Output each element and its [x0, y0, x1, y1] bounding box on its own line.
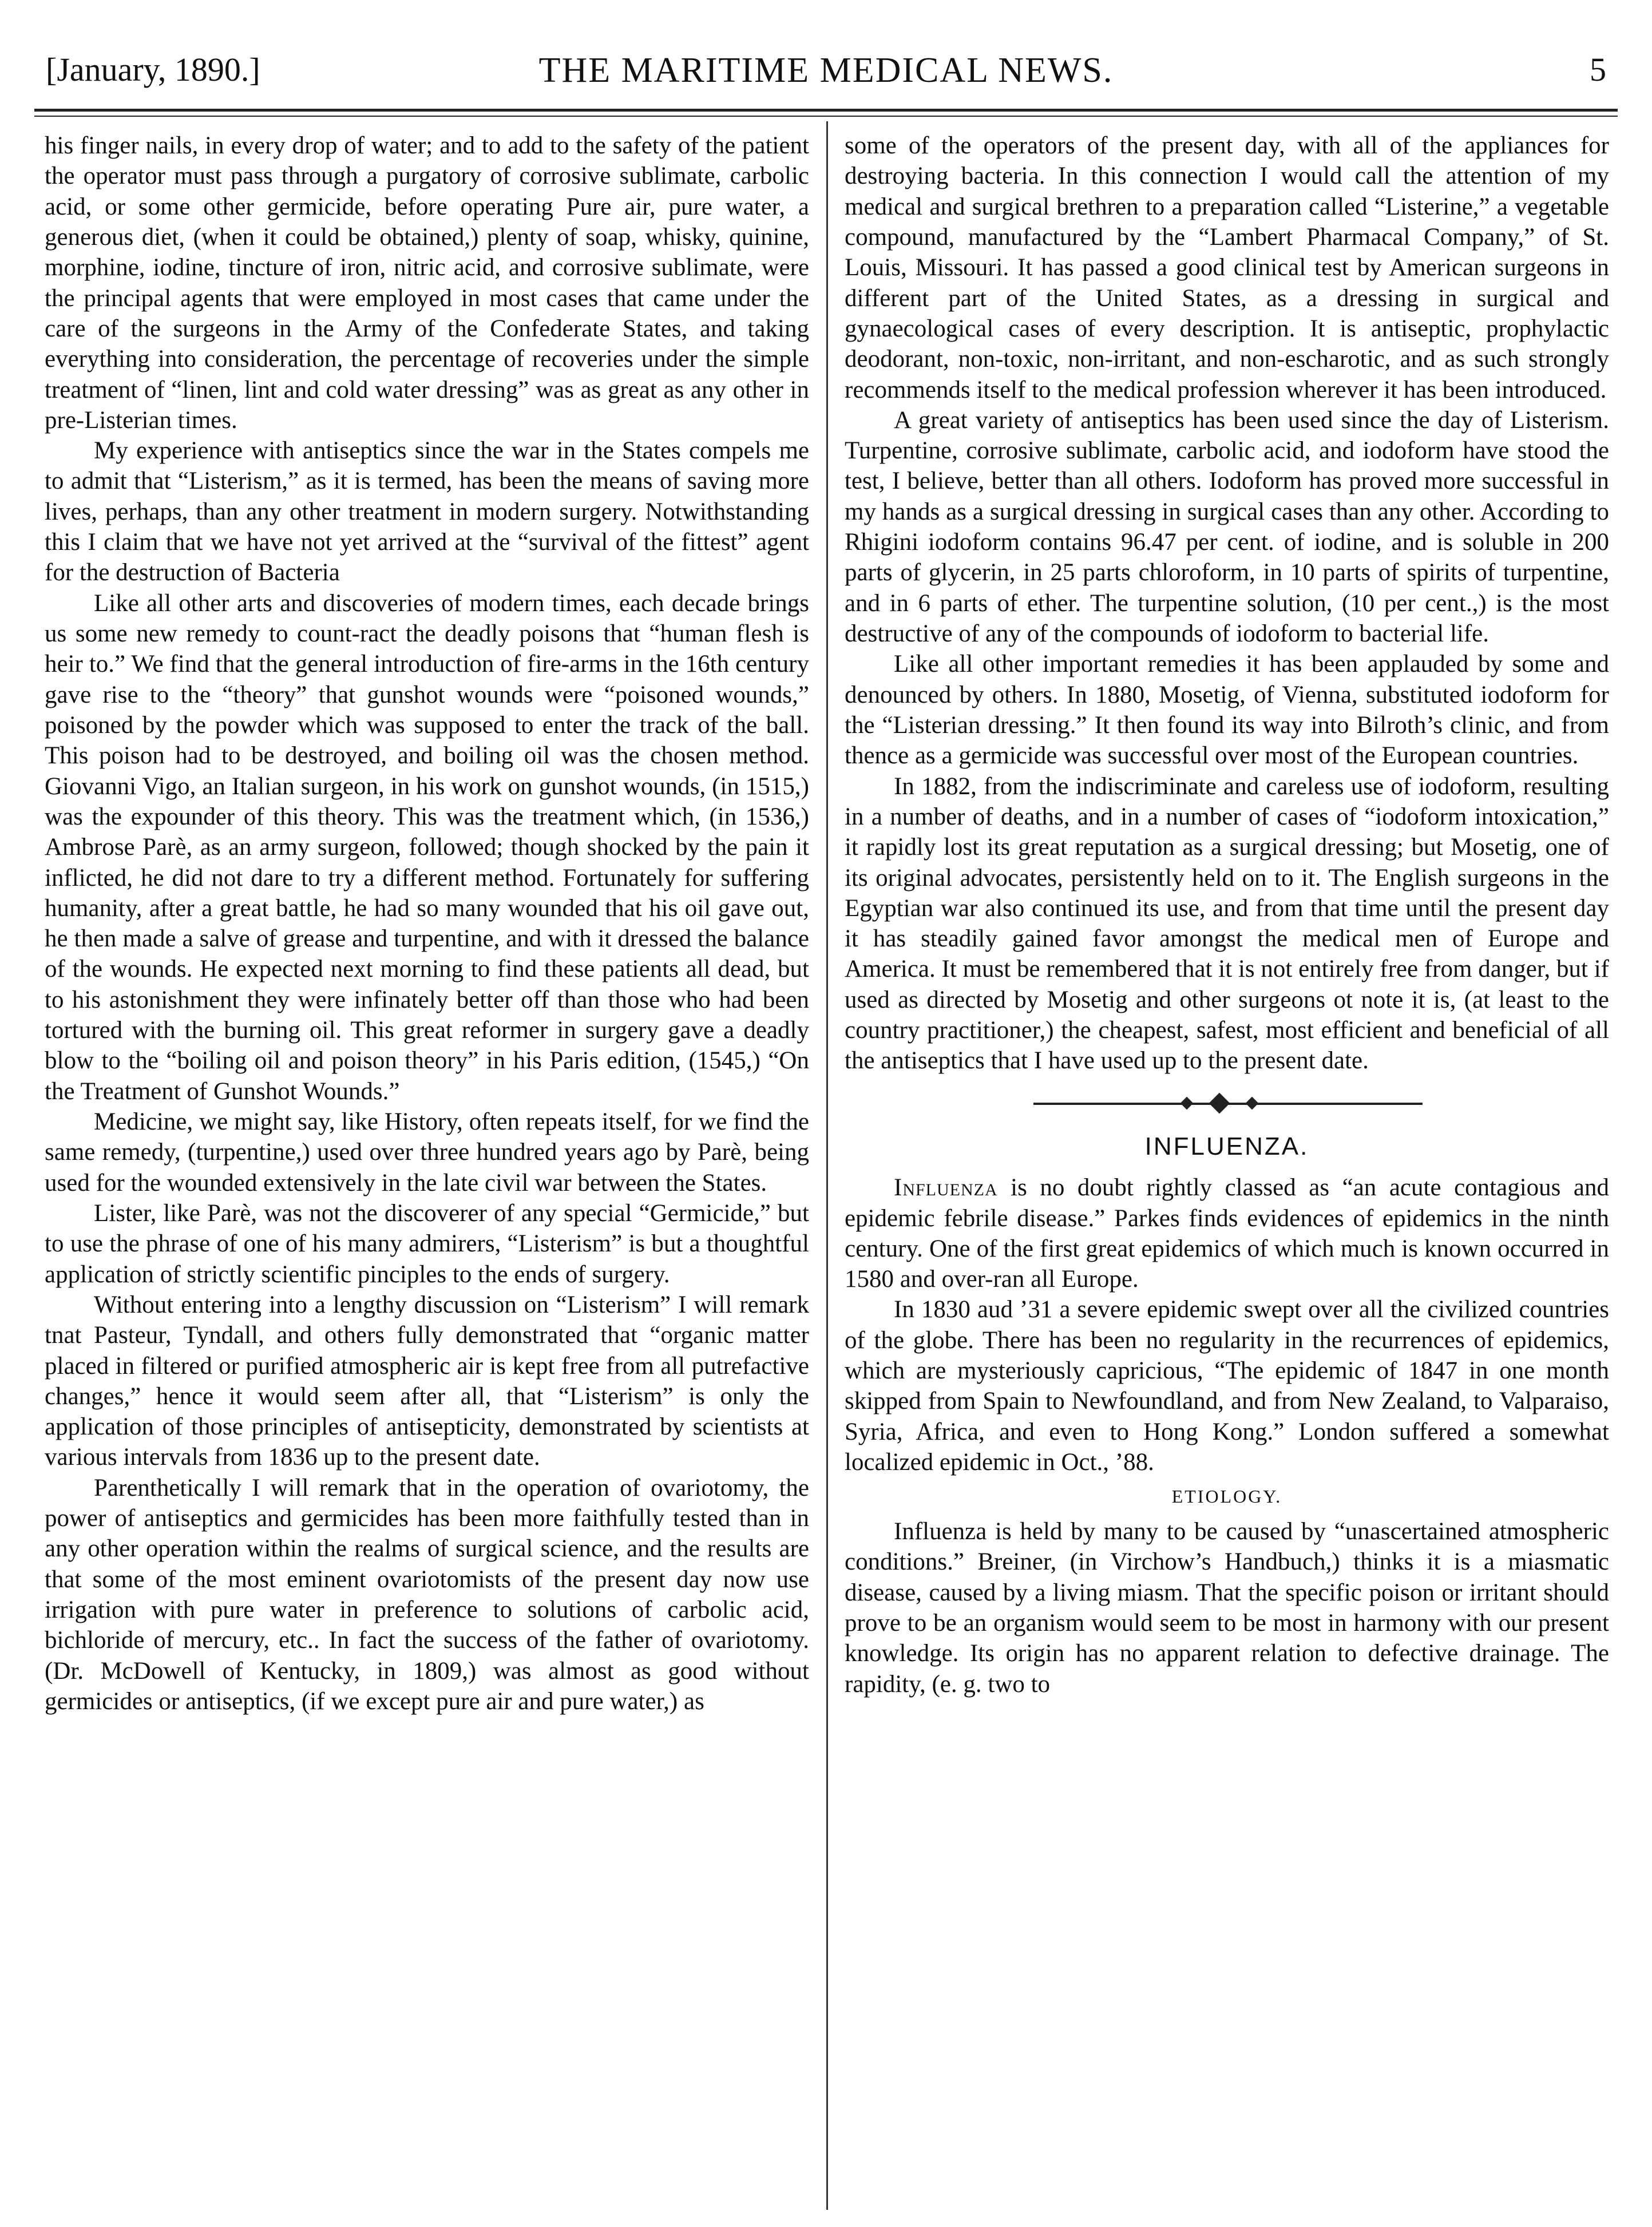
section-ornament — [845, 1080, 1609, 1128]
publication-title: THE MARITIME MEDICAL NEWS. — [538, 51, 1114, 90]
section-heading-influenza: INFLUENZA. — [1144, 1132, 1309, 1160]
paragraph-text: is no doubt rightly classed as “an acute contagious and epidemic febrile disease.” Parkes finds evidences of epidemics in the ninth century. One of the first great epidemics of which much is known occurred in 1580 and over-ran all Europe. — [845, 1174, 1609, 1293]
page-header — [34, 34, 1618, 103]
paragraph: Lister, like Parè, was not the discoverer of any special “Germicide,” but to use the phrase of one of his many admirers, “Listerism” is but a thoughtful application of strictly scientific pinciples to the ends of surgery. — [45, 1199, 809, 1288]
page-number: 5 — [1590, 51, 1606, 88]
right-column — [845, 130, 1609, 2213]
paragraph: Like all other arts and discoveries of modern times, each decade brings us some new remedy to count-ract the deadly poisons that “human flesh is heir to.” We find that the general introduction of fire-arms in the 16th century gave rise to the “theory” that gunshot wounds were “poisoned wounds,” poisoned by the powder which was supposed to enter the track of the ball. This poison had to be destroyed, and boiling oil was the chosen method. Giovanni Vigo, an Italian surgeon, in his work on gunshot wounds, (in 1515,) was the expounder of this theory. This was the treatment which, (in 1536,) Ambrose Parè, as an army surgeon, followed; though shocked by the pain it inflicted, he did not dare to try a different method. Fortunately for suffering humanity, after a great battle, he had so many wounded that his oil gave out, he then made a salve of grease and turpentine, and with it dressed the balance of the wounds. He expected next morning to find these patients all dead, but to his astonishment they were infinately better off than those who had been tortured with the burning oil. This great reformer in surgery gave a deadly blow to the “boiling oil and poison theory” in his Paris edition, (1545,) “On the Treatment of Gunshot Wounds.” — [45, 589, 809, 1105]
lead-word: Influenza — [894, 1174, 998, 1202]
paragraph: Without entering into a lengthy discussion on “Listerism” I will remark tnat Pasteur, Tyndall, and others fully demonstrated that “organic matter placed in filtered or purified atmospheric air is kept free from all putrefactive changes,” hence it would seem after all, that “Listerism” is only the application of those principles of antisepticity, demonstrated by scientists at various intervals from 1836 up to the present date. — [45, 1291, 809, 1471]
paragraph: My experience with antiseptics since the war in the States compels me to admit that “Listerism,” as it is termed, has been the means of saving more lives, perhaps, than any other treatment in modern surgery. Notwithstanding this I claim that we have not yet arrived at the “survival of the fittest” agent for the destruction of Bacteria — [45, 437, 809, 587]
header-rule-thin — [34, 116, 1618, 117]
paragraph: A great variety of antiseptics has been used since the day of Listerism. Turpentine, corrosive sublimate, carbolic acid, and iodoform have stood the test, I believe, better than all others. Iodoform has proved more successful in my hands as a surgical dressing in surgical cases than any other. According to Rhigini iodoform contains 96.47 per cent. of iodine, and is soluble in 200 parts of glycerin, in 25 parts chloroform, in 10 parts of spirits of turpentine, and in 6 parts of ether. The turpentine solution, (10 per cent.,) is the most destructive of any of the compounds of iodoform to bacterial life. — [845, 406, 1609, 647]
paragraph: Influenza is held by many to be caused by “unascertained atmospheric conditions.” Breiner, (in Virchow’s Handbuch,) thinks it is a miasmatic disease, caused by a living miasm. That the specific poison or irritant should prove to be an organism would seem to be most in harmony with our present knowledge. Its origin has no apparent relation to defective drainage. The rapidity, (e. g. two to — [845, 1518, 1609, 1698]
issue-date: [January, 1890.] — [46, 51, 260, 88]
paragraph: his finger nails, in every drop of water; and to add to the safety of the patient the operator must pass through a purgatory of corrosive sublimate, carbolic acid, or some other germicide, before operating Pure air, pure water, a generous diet, (when it could be obtained,) plenty of soap, whisky, quinine, morphine, iodine, tincture of iron, nitric acid, and corrosive sublimate, were the principal agents that were employed in most cases that came under the care of the surgeons in the Army of the Confederate States, and taking everything into consideration, the percentage of recoveries under the simple treatment of “linen, lint and cold water dressing” was as great as any other in pre-Listerian times. — [45, 132, 809, 434]
paragraph: Medicine, we might say, like History, often repeats itself, for we find the same remedy, (turpentine,) used over three hundred years ago by Parè, being used for the wounded extensively in the late civil war between the States. — [45, 1108, 809, 1196]
left-column — [45, 130, 809, 2213]
paragraph: In 1830 aud ’31 a severe epidemic swept over all the civilized countries of the globe. There has been no regularity in the recurrences of epidemics, which are mysteriously capricious, “The epidemic of 1847 in one month skipped from Spain to Newfoundland, and from New Zealand, to Valparaiso, Syria, Africa, and even to Hong Kong.” London suffered a somewhat localized epidemic in Oct., ’88. — [845, 1296, 1609, 1476]
subheading-etiology: ETIOLOGY. — [1171, 1486, 1282, 1507]
header-rule-thick — [34, 109, 1618, 112]
paragraph: Like all other important remedies it has been applauded by some and denounced by others. In 1880, Mosetig, of Vienna, substituted iodoform for the “Listerian dressing.” It then found its way into Bilroth’s clinic, and from thence as a germicide was successful over most of the European countries. — [845, 651, 1609, 770]
column-divider — [826, 121, 828, 2210]
paragraph: Parenthetically I will remark that in the operation of ovariotomy, the power of antiseptics and germicides has been more faithfully tested than in any other operation within the realms of surgical science, and the results are that some of the most eminent ovariotomists of the present day now use irrigation with pure water in preference to solutions of carbolic acid, bichloride of mercury, etc.. In fact the success of the father of ovariotomy. (Dr. McDowell of Kentucky, in 1809,) was almost as good without germicides or antiseptics, (if we except pure air and pure water,) as — [45, 1474, 809, 1715]
paragraph: some of the operators of the present day, with all of the appliances for destroying bacteria. In this connection I would call the attention of my medical and surgical brethren to a preparation called “Listerine,” a vegetable compound, manufactured by the “Lambert Pharmacal Company,” of St. Louis, Missouri. It has passed a good clinical test by American surgeons in different part of the United States, as a dressing in surgical and gynaecological cases of every description. It is antiseptic, prophylactic deodorant, non-toxic, non-irritant, and non-escharotic, and as such strongly recommends itself to the medical profession wherever it has been introduced. — [845, 132, 1609, 403]
paragraph: In 1882, from the indiscriminate and careless use of iodoform, resulting in a number of deaths, and in a number of cases of “iodoform intoxication,” it rapidly lost its great reputation as a surgical dressing; but Mosetig, one of its original advocates, persistently held on to it. The English surgeons in the Egyptian war also continued its use, and from that time until the present day it has steadily gained favor amongst the medical men of Europe and America. It must be remembered that it is not entirely free from danger, but if used as directed by Mosetig and other surgeons ot note it is, (at least to the country practitioner,) the cheapest, safest, most efficient and beneficial of all the antiseptics that I have used up to the present date. — [845, 772, 1609, 1075]
paragraph — [845, 1172, 1609, 1294]
